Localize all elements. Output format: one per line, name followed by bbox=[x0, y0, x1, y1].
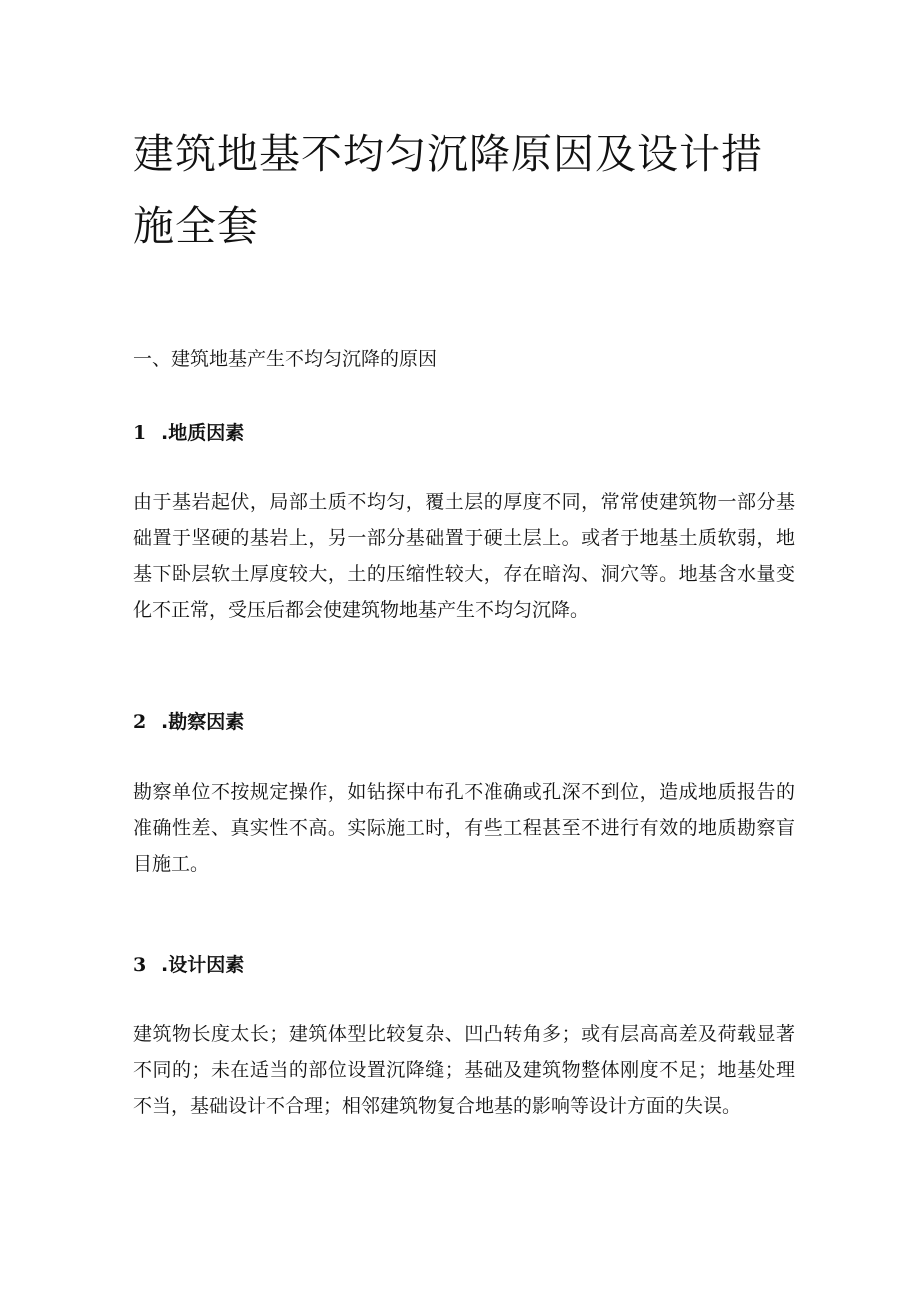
paragraph-survey: 勘察单位不按规定操作，如钻探中布孔不准确或孔深不到位，造成地质报告的准确性差、真实性不高。实际施工时，有些工程甚至不进行有效的地质勘察盲目施工。 bbox=[133, 781, 795, 875]
subsection-heading-design bbox=[133, 950, 244, 980]
subsection-number: 2 bbox=[133, 711, 147, 733]
section-heading: 一、建筑地基产生不均匀沉降的原因 bbox=[133, 348, 438, 370]
subsection-heading-geology bbox=[133, 418, 244, 448]
subsection-title: .地质因素 bbox=[161, 422, 245, 444]
subsection-title: .勘察因素 bbox=[161, 711, 245, 733]
subsection-number: 1 bbox=[133, 422, 147, 444]
subsection-heading-survey bbox=[133, 707, 244, 737]
paragraph-geology: 由于基岩起伏，局部土质不均匀，覆土层的厚度不同，常常使建筑物一部分基础置于坚硬的基岩上，另一部分基础置于硬土层上。或者于地基土质软弱，地基下卧层软土厚度较大，土的压缩性较大，存在暗沟、洞穴等。地基含水量变化不正常，受压后都会使建筑物地基产生不均匀沉降。 bbox=[133, 491, 795, 621]
page-title: 建筑地基不均匀沉降原因及设计措施全套 bbox=[133, 130, 763, 250]
paragraph-design: 建筑物长度太长；建筑体型比较复杂、凹凸转角多；或有层高高差及荷载显著不同的；未在适当的部位设置沉降缝；基础及建筑物整体刚度不足；地基处理不当，基础设计不合理；相邻建筑物复合地基的影响等设计方面的失误。 bbox=[133, 1023, 795, 1117]
subsection-title: .设计因素 bbox=[161, 954, 245, 976]
subsection-number: 3 bbox=[133, 954, 147, 976]
